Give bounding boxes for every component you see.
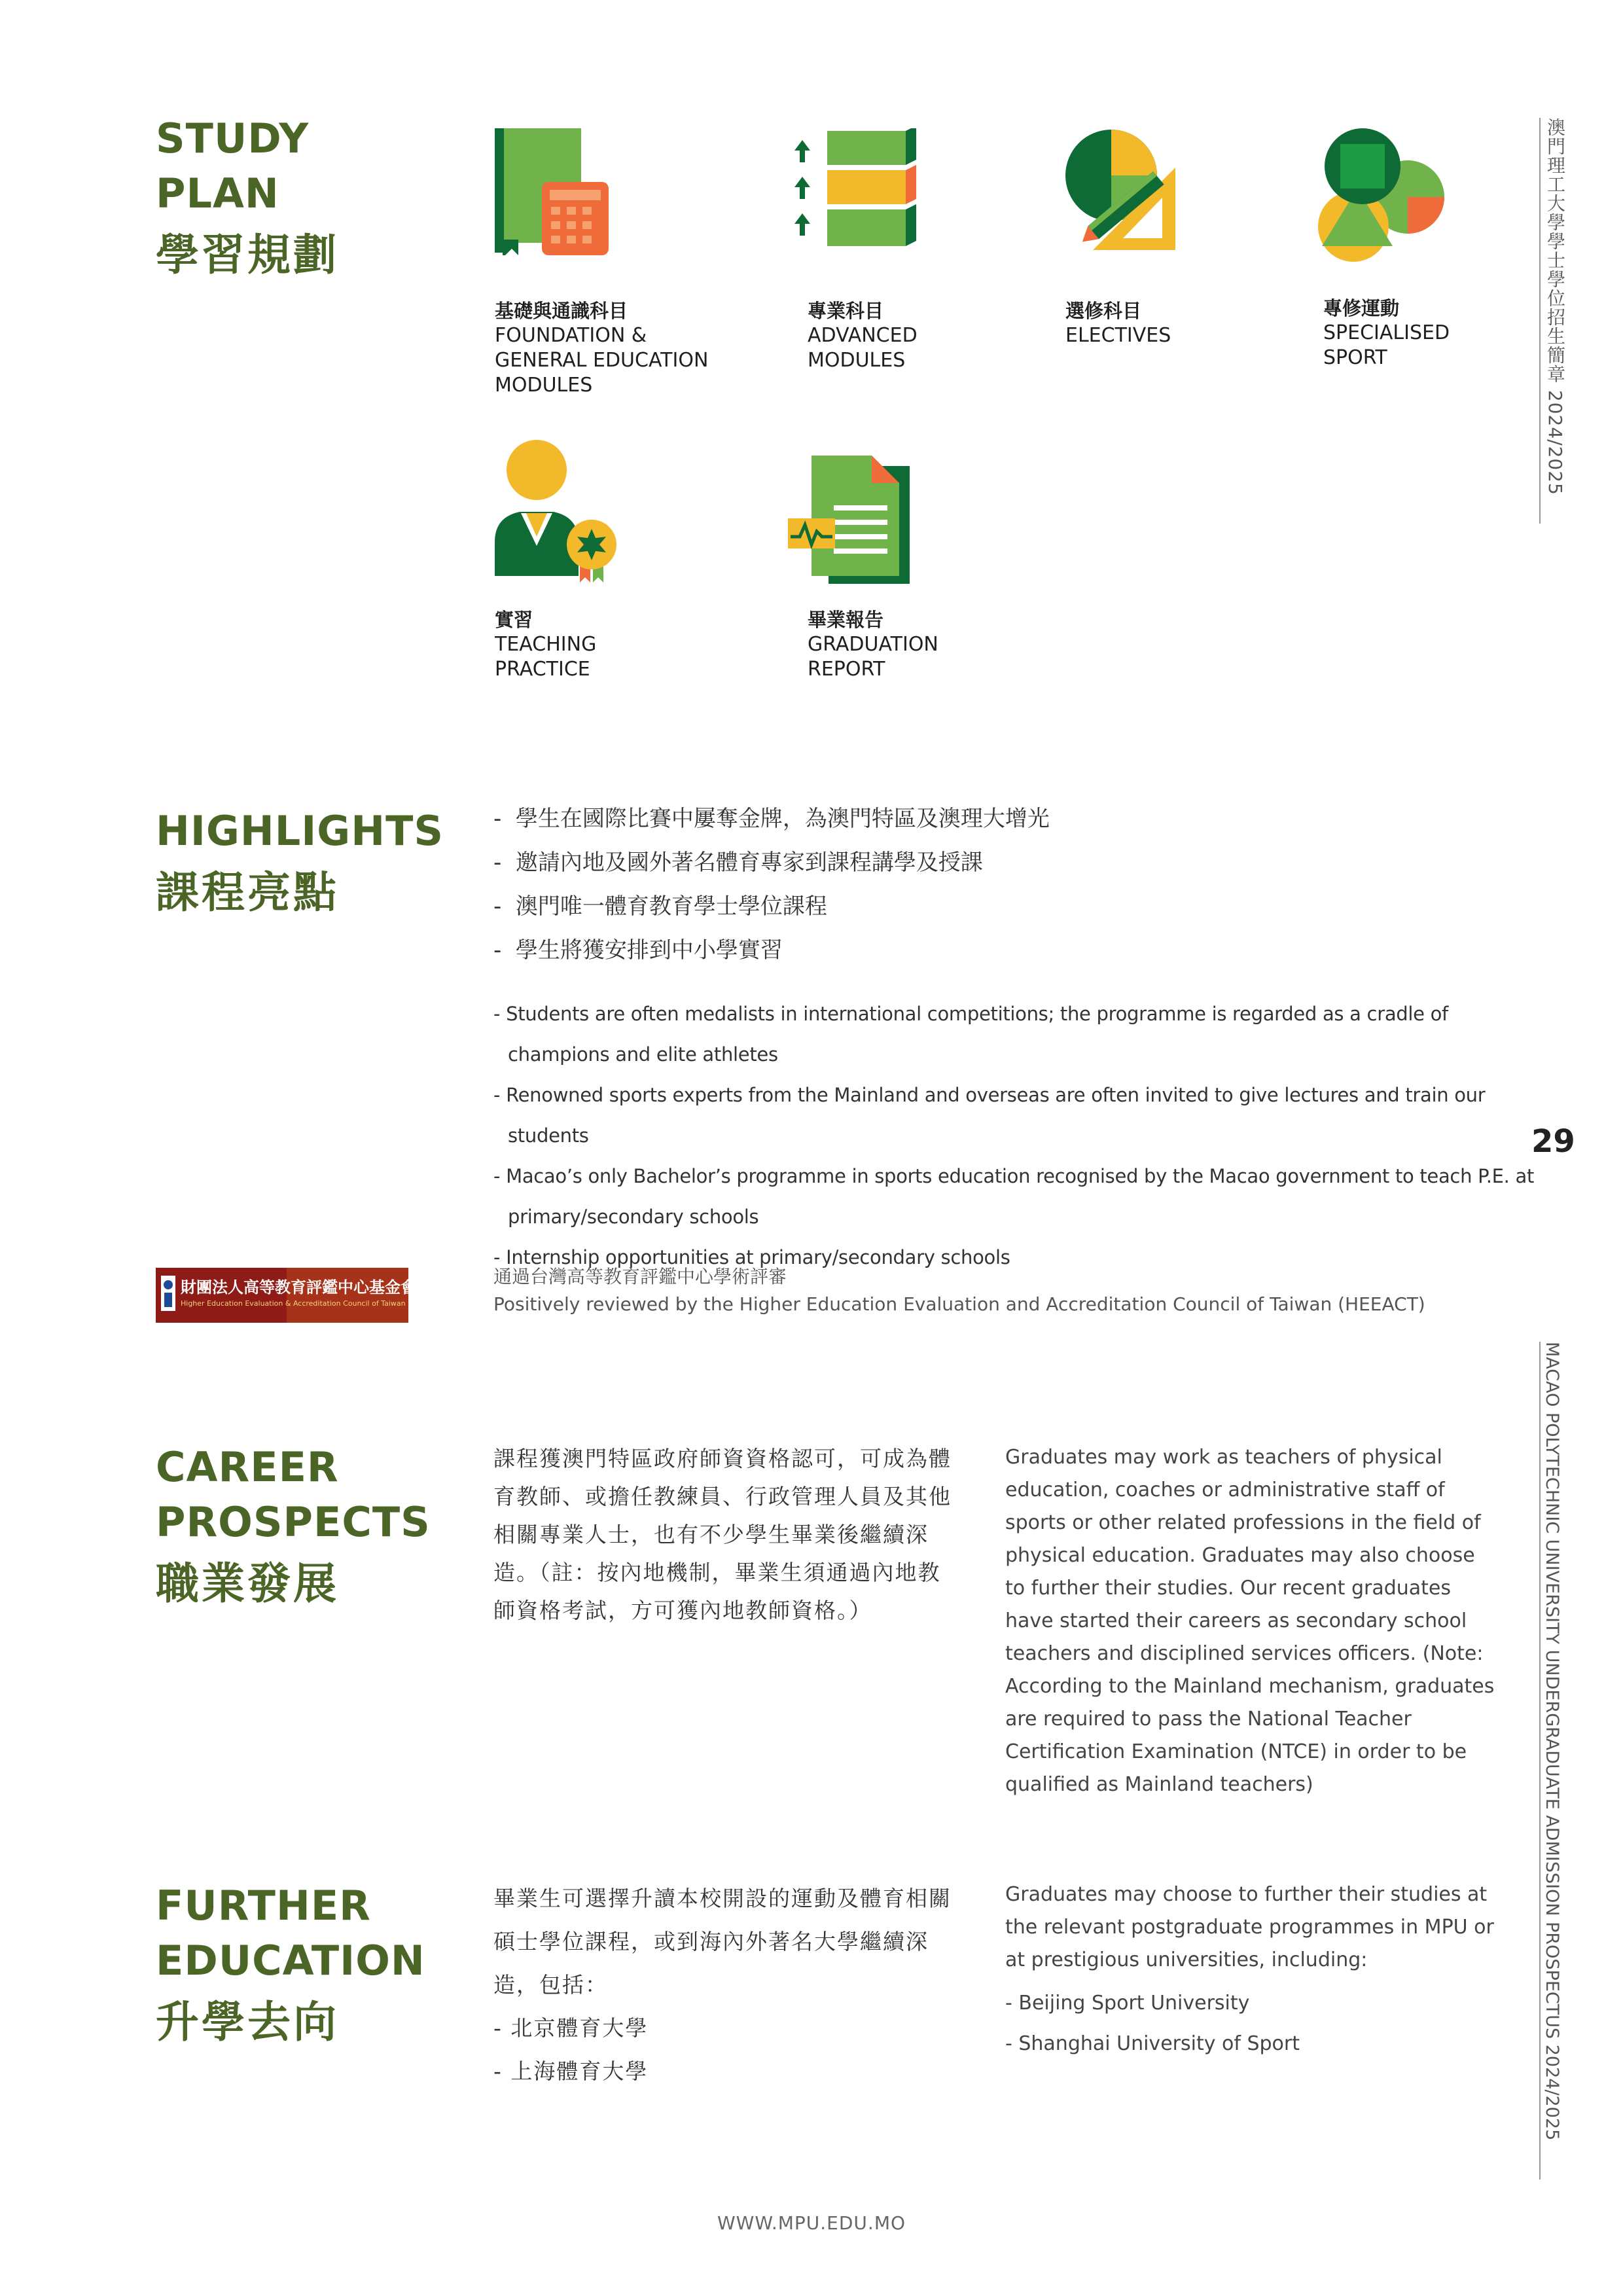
heeact-logo-zh: 財團法人高等教育評鑑中心基金會 bbox=[181, 1278, 416, 1297]
further-zh-item-2: - 上海體育大學 bbox=[493, 2058, 649, 2084]
page-number: 29 bbox=[1531, 1123, 1575, 1160]
stacked-blocks-arrows-icon bbox=[788, 128, 919, 253]
study-plan-heading bbox=[156, 111, 339, 287]
list-item: - 邀請內地及國外著名體育專家到課程講學及授課 bbox=[493, 850, 983, 876]
module-specialised-sport-en-1: SPECIALISED bbox=[1323, 321, 1450, 344]
further-en bbox=[1005, 1878, 1495, 2064]
module-foundation-zh: 基礎與通識科目 bbox=[495, 300, 628, 322]
list-item: - Macao’s only Bachelor’s programme in sports education recognised by the Macao government to teach P.E. at primary/secondary schools bbox=[493, 1165, 1535, 1228]
accreditation-text bbox=[493, 1263, 1425, 1318]
module-graduation-report bbox=[808, 607, 938, 682]
module-foundation-en-3: MODULES bbox=[495, 374, 593, 397]
highlights-zh-list bbox=[493, 797, 1050, 973]
further-title-zh: 升學去向 bbox=[156, 1997, 339, 2047]
module-foundation bbox=[495, 298, 708, 398]
further-zh-item-1: - 北京體育大學 bbox=[493, 2015, 649, 2041]
module-advanced-en-2: MODULES bbox=[808, 349, 906, 372]
highlight-en-2: Renowned sports experts from the Mainland and overseas are often invited to give lectures and train our students bbox=[506, 1084, 1486, 1147]
highlight-en-1: Students are often medalists in international competitions; the programme is regarded as a cradle of champions and elite athletes bbox=[506, 1003, 1448, 1066]
study-plan-title-en-1: STUDY bbox=[156, 115, 310, 162]
highlights-heading bbox=[156, 804, 444, 924]
module-teaching-practice-zh: 實習 bbox=[495, 609, 533, 631]
report-document-icon bbox=[788, 456, 919, 586]
accreditation-zh: 通過台灣高等教育評鑑中心學術評審 bbox=[493, 1266, 787, 1287]
module-specialised-sport-zh: 專修運動 bbox=[1323, 297, 1400, 319]
list-item: - 學生在國際比賽中屢奪金牌，為澳門特區及澳理大增光 bbox=[493, 806, 1050, 832]
career-heading bbox=[156, 1440, 431, 1615]
module-electives-en-1: ELECTIVES bbox=[1065, 324, 1171, 347]
further-en-item-2: - Shanghai University of Sport bbox=[1005, 2032, 1300, 2055]
module-advanced-zh: 專業科目 bbox=[808, 300, 884, 322]
highlight-zh-4: 學生將獲安排到中小學實習 bbox=[515, 937, 783, 963]
highlights-en-list bbox=[493, 994, 1541, 1278]
list-item: - Internship opportunities at primary/secondary schools bbox=[493, 1246, 1010, 1268]
module-graduation-report-en-1: GRADUATION bbox=[808, 633, 938, 656]
career-text-en: Graduates may work as teachers of physical education, coaches or administrative staff of sports or other related professions in the field of physical education. Graduates may also choose to further their studies. Our recent graduates have started their careers as secondary school teachers and disciplined services officers. (Note: According to the Mainland mechanism, graduates are required to pass the National Teacher Certification Examination (NTCE) in order to be qualified as Mainland teachers) bbox=[1005, 1446, 1495, 1796]
side-divider-top bbox=[1539, 118, 1541, 524]
teacher-badge-icon bbox=[495, 440, 626, 584]
module-specialised-sport bbox=[1323, 296, 1450, 370]
highlight-zh-2: 邀請內地及國外著名體育專家到課程講學及授課 bbox=[515, 850, 983, 876]
career-title-en-1: CAREER bbox=[156, 1443, 339, 1491]
highlight-zh-3: 澳門唯一體育教育學士學位課程 bbox=[515, 893, 827, 920]
study-plan-title-zh: 學習規劃 bbox=[156, 230, 339, 280]
study-plan-title-en-2: PLAN bbox=[156, 170, 279, 217]
module-foundation-en-1: FOUNDATION & bbox=[495, 324, 647, 347]
heeact-logo bbox=[156, 1268, 416, 1323]
module-specialised-sport-en-2: SPORT bbox=[1323, 346, 1387, 369]
module-advanced-en-1: ADVANCED bbox=[808, 324, 918, 347]
module-graduation-report-zh: 畢業報告 bbox=[808, 609, 884, 631]
accreditation-en: Positively reviewed by the Higher Education Evaluation and Accreditation Council of Taiwan (HEEACT) bbox=[493, 1293, 1425, 1315]
career-text-zh: 課程獲澳門特區政府師資資格認可，可成為體育教師、或擔任教練員、行政管理人員及其他相關專業人士，也有不少學生畢業後繼續深造。（註：按內地機制，畢業生須通過內地教師資格考試，方可獲內地教師資格。） bbox=[493, 1446, 952, 1623]
list-item: - 澳門唯一體育教育學士學位課程 bbox=[493, 893, 827, 920]
highlight-en-3: Macao’s only Bachelor’s programme in sports education recognised by the Macao government to teach P.E. at primary/secondary schools bbox=[506, 1165, 1535, 1228]
further-intro-en: Graduates may choose to further their studies at the relevant postgraduate programmes in MPU or at prestigious universities, including: bbox=[1005, 1883, 1494, 1971]
footer-url: WWW.MPU.EDU.MO bbox=[717, 2212, 906, 2234]
further-title-en-2: EDUCATION bbox=[156, 1937, 425, 1984]
module-electives bbox=[1065, 298, 1171, 348]
further-zh-list bbox=[493, 2007, 952, 2093]
list-item: - Renowned sports experts from the Mainland and overseas are often invited to give lectures and train our students bbox=[493, 1084, 1486, 1147]
further-intro-zh: 畢業生可選擇升讀本校開設的運動及體育相關碩士學位課程，或到海內外著名大學繼續深造，包括： bbox=[493, 1886, 952, 1998]
further-title-en-1: FURTHER bbox=[156, 1882, 371, 1929]
further-en-item-1: - Beijing Sport University bbox=[1005, 1992, 1250, 2015]
module-teaching-practice bbox=[495, 607, 596, 682]
list-item: - 學生將獲安排到中小學實習 bbox=[493, 937, 783, 963]
module-electives-zh: 選修科目 bbox=[1065, 300, 1142, 322]
career-title-en-2: PROSPECTS bbox=[156, 1498, 431, 1546]
career-title-zh: 職業發展 bbox=[156, 1558, 339, 1609]
shapes-icon bbox=[1313, 128, 1450, 266]
module-teaching-practice-en-1: TEACHING bbox=[495, 633, 597, 656]
module-foundation-en-2: GENERAL EDUCATION bbox=[495, 349, 709, 372]
module-graduation-report-en-2: REPORT bbox=[808, 658, 885, 681]
highlights-title-en: HIGHLIGHTS bbox=[156, 807, 444, 855]
side-divider-bottom bbox=[1539, 1342, 1541, 2179]
pie-pencil-ruler-icon bbox=[1064, 128, 1188, 253]
module-teaching-practice-en-2: PRACTICE bbox=[495, 658, 590, 681]
book-calculator-icon bbox=[495, 128, 613, 259]
highlights-title-zh: 課程亮點 bbox=[156, 867, 339, 918]
further-zh bbox=[493, 1877, 952, 2093]
highlight-en-4: Internship opportunities at primary/secondary schools bbox=[506, 1246, 1010, 1268]
side-title-en: MACAO POLYTECHNIC UNIVERSITY UNDERGRADUATE ADMISSION PROSPECTUS 2024/2025 bbox=[1542, 1342, 1562, 2141]
list-item: - Students are often medalists in international competitions; the programme is regarded as a cradle of champions and elite athletes bbox=[493, 1003, 1448, 1066]
further-heading bbox=[156, 1878, 425, 2054]
highlight-zh-1: 學生在國際比賽中屢奪金牌，為澳門特區及澳理大增光 bbox=[515, 806, 1050, 832]
heeact-logo-en: Higher Education Evaluation & Accreditation Council of Taiwan bbox=[181, 1299, 406, 1308]
further-en-list bbox=[1005, 1983, 1495, 2064]
module-advanced bbox=[808, 298, 918, 373]
side-title-zh: 澳門理工大學學士學位招生簡章 2024/2025 bbox=[1544, 118, 1566, 495]
